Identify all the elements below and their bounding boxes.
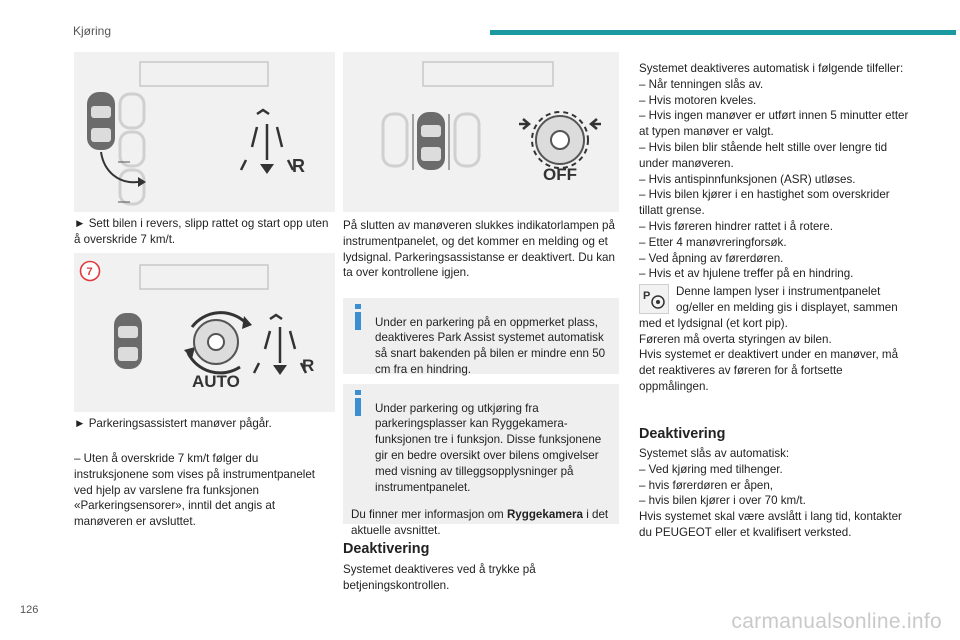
col1-instruction-3: – Uten å overskride 7 km/t følger du instruksjonene som vises på instrumentpanelet ved hjelp av varslene fra funksjonen «Parkeringsensorer», inntil det angis at manøveren er avsluttet.	[74, 452, 316, 529]
parking-reverse-illustration	[74, 52, 335, 212]
col3-auto-deactivation-list: Systemet deaktiveres automatisk i følgende tilfeller: – Når tenningen slås av. – Hvis motoren kveles. – Hvis ingen manøver er utført innen 5 minutter etter at typen manøver er valgt. – Hvis bilen blir stående helt stille over lengre tid under manøveren. – Hvis antispinnfunksjonen (ASR) utløses. – Hvis bilen kjører i en hastighet som overskrider tillatt grense. – Hvis føreren hindrer rattet i å rotere. – Etter 4 manøvreringforsøk. – Ved åpning av førerdøren. – Hvis et av hjulene treffer på en hindring. P Denne lampen lyser i instrumentpanelet og/eller en melding gis i displayet, sammen med et lydsignal (et kort pip). Føreren må overta styringen av bilen. Hvis systemet er deaktivert under en manøver, må det reaktiveres av føreren for å fortsette oppmålingen.	[639, 62, 909, 393]
list-item: – Ved kjøring med tilhenger.	[639, 462, 783, 476]
figure-system-off	[343, 52, 619, 212]
car-top-view-icon	[417, 112, 445, 170]
reverse-gear-label: R	[292, 156, 305, 176]
list-item: – hvis bilen kjører i over 70 km/t.	[639, 494, 806, 508]
steering-hands-icon	[241, 110, 293, 170]
section-heading-deactivation: Deaktivering	[343, 541, 430, 557]
list-item: – Når tenningen slås av.	[639, 77, 764, 91]
figure-auto-steering	[74, 253, 335, 412]
figure-reverse-start	[74, 52, 335, 212]
car-top-view-icon	[114, 313, 142, 369]
col2-end-of-manoeuvre: På slutten av manøveren slukkes indikatorlampen på instrumentpanelet, og det kommer en melding og et lydsignal. Parkeringsassistanse er deaktivert. Du kan ta over kontrollene igjen.	[343, 219, 615, 280]
park-assist-lamp-icon	[639, 284, 669, 314]
page-number: 126	[20, 604, 39, 616]
info-icon	[351, 304, 365, 330]
list-item: – Hvis bilen blir stående helt stille over lengre tid under manøveren.	[639, 140, 888, 170]
list-item: – Hvis bilen kjører i en hastighet som overskrider tillatt grense.	[639, 188, 890, 218]
watermark: carmanualsonline.info	[731, 610, 942, 633]
step-badge-number: 7	[86, 266, 93, 278]
list-item: – hvis førerdøren er åpen,	[639, 478, 774, 492]
header-accent-rule	[490, 30, 956, 35]
list-item: – Hvis motoren kveles.	[639, 93, 757, 107]
reference-ryggekamera: Ryggekamera	[506, 507, 583, 521]
auto-steering-illustration	[74, 253, 335, 412]
car-top-view-icon	[87, 92, 115, 150]
col1-instruction-2: ► Parkeringsassistert manøver pågår.	[74, 417, 272, 430]
info-box-marked-space: Under en parkering på en oppmerket plass, deaktiveres Park Assist systemet automatisk så snart bakenden på bilen er mindre enn 50 cm fra en hindring.	[343, 298, 619, 374]
svg-text:P: P	[643, 290, 651, 303]
list-item: – Hvis antispinnfunksjonen (ASR) utløses.	[639, 172, 856, 186]
list-item: – Hvis ingen manøver er utført innen 5 minutter etter at typen manøver er valgt.	[639, 109, 909, 139]
reverse-gear-label: R	[302, 356, 315, 375]
info-box-reversing-camera: Under parkering og utkjøring fra parkeringsplasser kan Ryggekamera-funksjonen tre i funksjon. Disse funksjonene gir en bedre oversikt over bilens omgivelser med visning av tilleggsopplysninger på instrumentpanelet. Du finner mer informasjon om Ryggekamera i det aktuelle avsnittet.	[343, 384, 619, 524]
running-header: Kjøring	[73, 24, 112, 38]
list-item: – Ved åpning av førerdøren.	[639, 251, 784, 265]
system-off-illustration	[343, 52, 619, 212]
steering-wheel-icon	[184, 313, 252, 373]
auto-label: AUTO	[192, 372, 240, 391]
section-heading-deactivation-2: Deaktivering	[639, 426, 726, 442]
info-icon	[351, 390, 365, 416]
col2-deactivation-text: Systemet deaktiveres ved å trykke på betjeningskontrollen.	[343, 563, 536, 592]
list-item: – Hvis føreren hindrer rattet i å rotere.	[639, 219, 833, 233]
off-label: OFF	[543, 165, 577, 184]
steering-hands-icon	[254, 315, 306, 373]
col1-instruction-1: ► Sett bilen i revers, slipp rattet og start opp uten å overskride 7 km/t.	[74, 217, 329, 246]
list-item: – Etter 4 manøvreringforsøk.	[639, 235, 787, 249]
col3-deactivation-text: Systemet slås av automatisk: – Ved kjøring med tilhenger. – hvis førerdøren er åpen, – hvis bilen kjører i over 70 km/t. Hvis systemet skal være avslått i lang tid, kontakter du PEUGEOT eller et kvalifisert verksted.	[639, 446, 909, 541]
steering-wheel-icon	[532, 112, 588, 168]
list-item: – Hvis et av hjulene treffer på en hindring.	[639, 267, 854, 281]
